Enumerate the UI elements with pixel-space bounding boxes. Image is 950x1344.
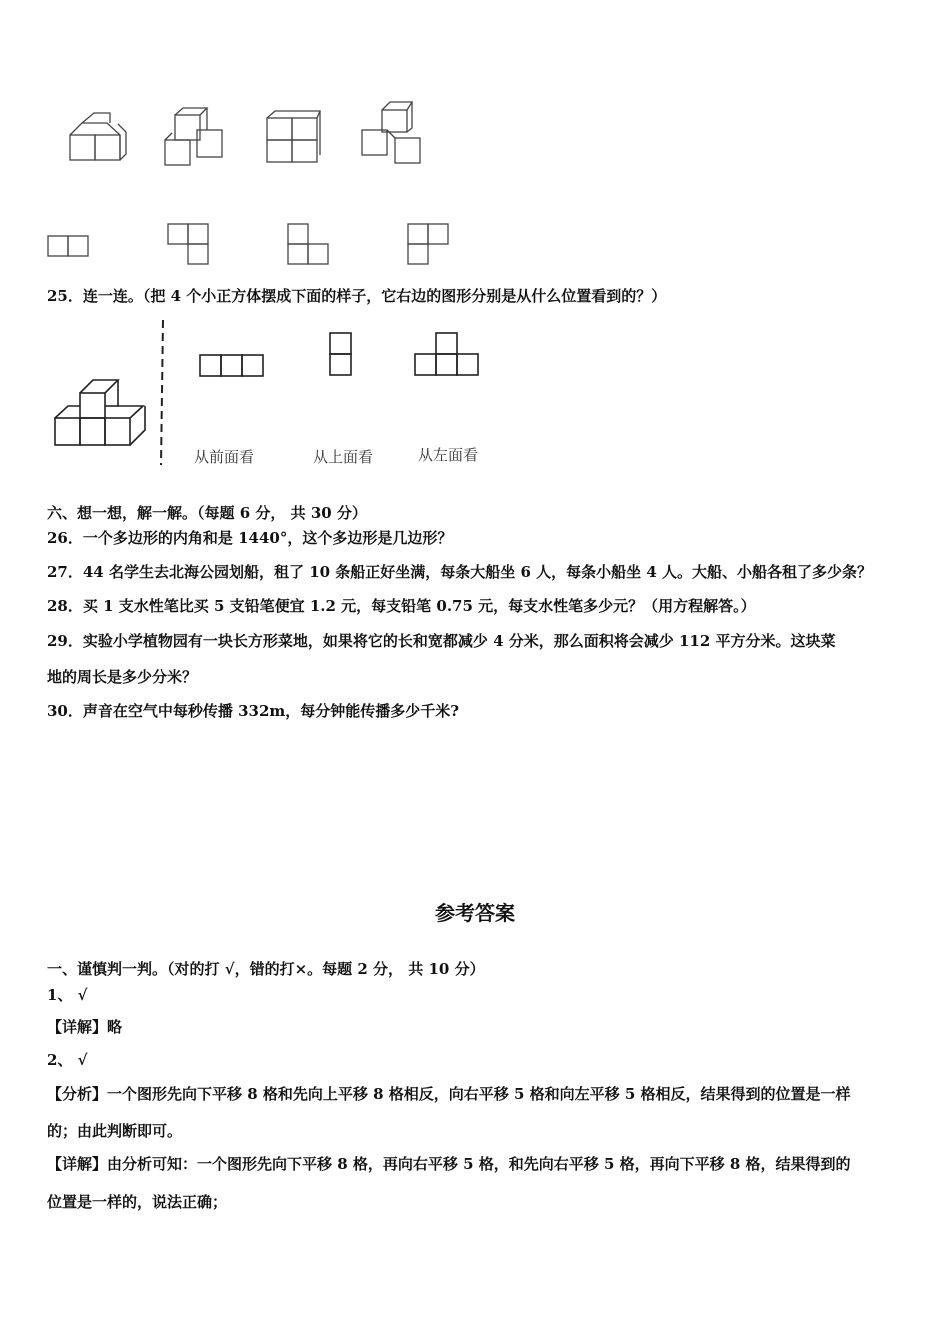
top-view-shape <box>330 333 351 375</box>
question-25: 25．连一连。（把 4 个小正方体摆成下面的样子，它右边的图形分别是从什么位置看到的？） <box>47 287 667 305</box>
question-28: 28．买 1 支水性笔比买 5 支铅笔便宜 1.2 元，每支铅笔 0.75 元，每支水性笔多少元？（用方程解答。） <box>47 597 756 615</box>
divider-dashed-line <box>161 320 163 465</box>
label-front-view: 从前面看 <box>194 448 255 466</box>
cube-arrangement-c <box>267 111 320 162</box>
answer-1: 1、 √ <box>47 986 88 1004</box>
answer-2-analysis-line2: 的；由此判断即可。 <box>47 1122 183 1140</box>
question-27: 27．44 名学生去北海公园划船，租了 10 条船正好坐满，每条大船坐 6 人，每条小船坐 4 人。大船、小船各租了多少条？ <box>47 563 873 581</box>
cube-arrangement-d <box>362 102 420 163</box>
view-shapes-row <box>48 224 448 264</box>
label-left-view: 从左面看 <box>418 446 479 464</box>
answers-title: 参考答案 <box>435 901 515 925</box>
question-26: 26．一个多边形的内角和是 1440°，这个多边形是几边形？ <box>47 529 453 547</box>
left-view-shape <box>415 333 478 375</box>
question-29-line2: 地的周长是多少分米？ <box>47 668 198 686</box>
cube-arrangement-b <box>165 108 222 165</box>
q25-cube-stack <box>55 380 145 445</box>
section6-heading: 六、想一想，解一解。（每题 6 分， 共 30 分） <box>47 504 367 522</box>
front-view-shape <box>200 355 263 376</box>
label-top-view: 从上面看 <box>313 448 374 466</box>
cube-arrangement-a <box>70 113 126 160</box>
answer-2: 2、 √ <box>47 1051 88 1069</box>
question-29-line1: 29．实验小学植物园有一块长方形菜地，如果将它的长和宽都减少 4 分米，那么面积将会减少 112 平方分米。这块菜 <box>47 632 836 650</box>
answer-1-detail: 【详解】略 <box>47 1018 123 1036</box>
cube-figure-1 <box>0 0 950 280</box>
answer-2-detail-line1: 【详解】由分析可知：一个图形先向下平移 8 格，再向右平移 5 格，和先向右平移 5 格，再向下平移 8 格，结果得到的 <box>47 1155 851 1173</box>
answers-section1-heading: 一、谨慎判一判。（对的打 √，错的打×。每题 2 分， 共 10 分） <box>47 960 485 978</box>
answer-2-analysis-line1: 【分析】一个图形先向下平移 8 格和先向上平移 8 格相反，向右平移 5 格和向左平移 5 格相反，结果得到的位置是一样 <box>47 1085 851 1103</box>
question-30: 30．声音在空气中每秒传播 332m，每分钟能传播多少千米? <box>47 702 460 720</box>
answer-2-detail-line2: 位置是一样的，说法正确； <box>47 1193 228 1211</box>
